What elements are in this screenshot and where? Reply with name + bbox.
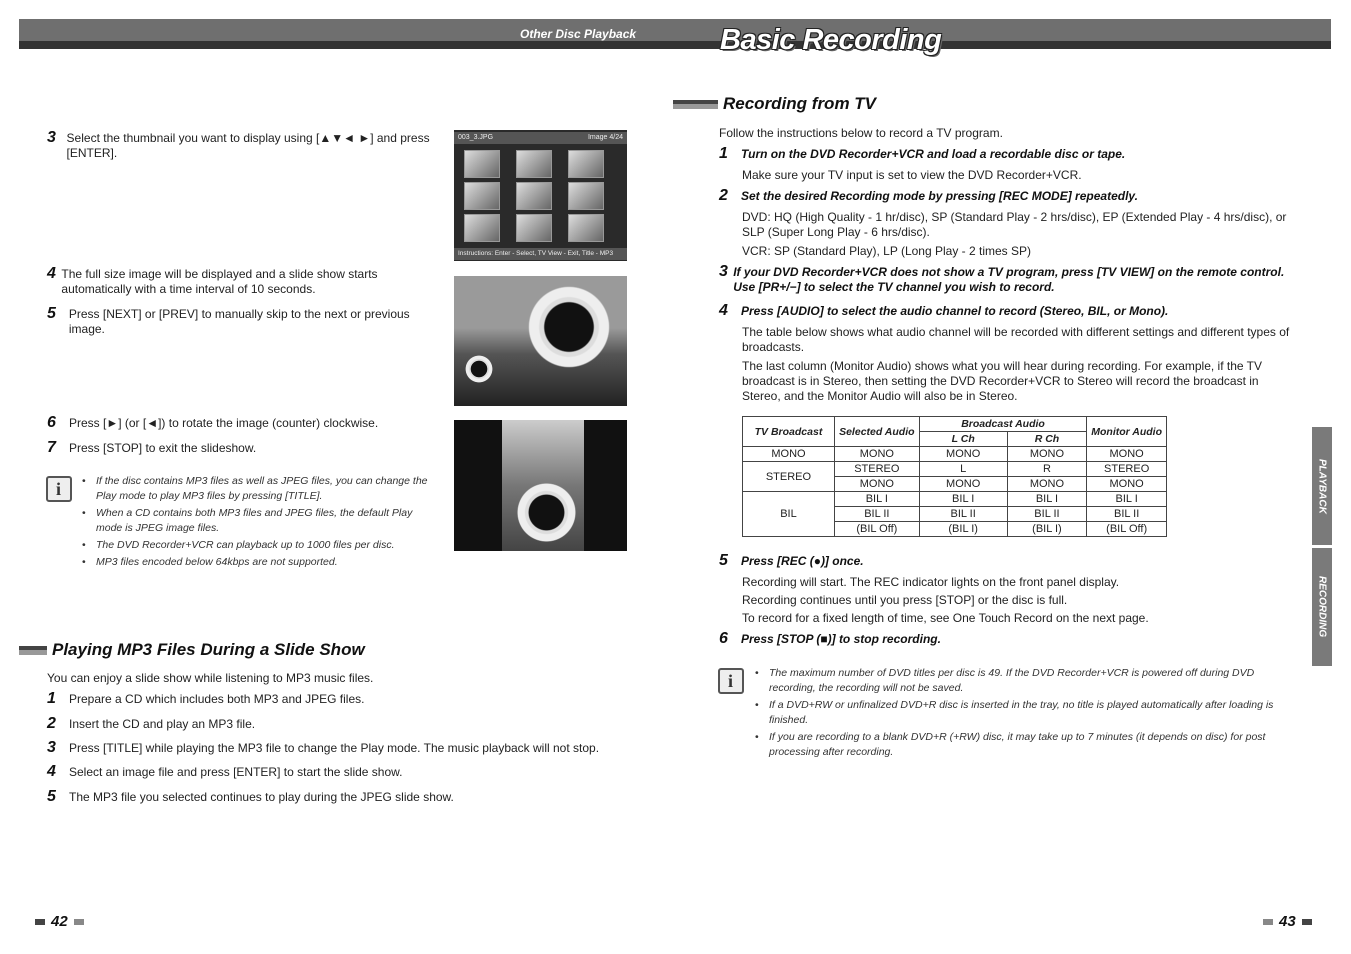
rec-step-2-body-b: VCR: SP (Standard Play), LP (Long Play - 2 times SP): [742, 244, 1032, 258]
table-row: (BIL Off) (BIL I) (BIL I) (BIL Off): [743, 522, 1167, 537]
rec-step-1: 1 Turn on the DVD Recorder+VCR and load a recordable disc or tape.: [719, 145, 1126, 162]
thumb-instructions: Instructions: Enter - Select, TV View - Exit, Title - MP3: [454, 248, 627, 260]
audio-channel-table: TV Broadcast Selected Audio Broadcast Audio Monitor Audio L Ch R Ch MONO MONO MONO MONO MONO STEREO STEREO L R STEREO MONO MONO MONO MONO BIL BIL I BIL I BIL I BIL I BIL II BIL II BIL II BIL II (BIL Off) (BIL I) (BIL I) (BIL Off): [742, 416, 1167, 537]
rec-step-6: 6 Press [STOP (■)] to stop recording.: [719, 630, 941, 647]
page-number-left: 42: [29, 913, 90, 930]
rec-step-2: 2 Set the desired Recording mode by pressing [REC MODE] repeatedly.: [719, 187, 1138, 204]
thumbnail-screen-image: [454, 130, 627, 261]
slideshow-step-7: 7 Press [STOP] to exit the slideshow.: [47, 439, 257, 456]
side-tab-recording: RECORDING: [1312, 548, 1332, 666]
table-row: STEREO STEREO L R STEREO: [743, 462, 1167, 477]
rec-step-4-body-b: The last column (Monitor Audio) shows what you will hear during recording. For example, if the TV broadcast is in Stereo, then setting the DVD Recorder+VCR to Stereo will record the broadcast in Stereo, and the Monitor Audio will also be in Stereo.: [742, 359, 1263, 403]
table-row: MONO MONO MONO MONO MONO: [743, 447, 1167, 462]
mp3-step-2: 2 Insert the CD and play an MP3 file.: [47, 715, 256, 732]
rec-step-4-body-a: The table below shows what audio channel will be recorded with different settings and different types of broadcasts.: [742, 325, 1290, 354]
left-notes: • If the disc contains MP3 files as well as JPEG files, you can change the Play mode to play MP3 files by pressing [TITLE]. • When a CD contains both MP3 files and JPEG files, the default Play mode is JPEG image files. • The DVD Recorder+VCR can playback up to 1000 files per disc. • MP3 files encoded below 64kbps are not supported.: [80, 474, 440, 572]
slideshow-step-3: 3 Select the thumbnail you want to display using [▲▼◄ ►] and press [ENTER].: [47, 129, 430, 160]
note-icon: [46, 476, 72, 502]
rec-step-3: 3 If your DVD Recorder+VCR does not show a TV program, press [TV VIEW] on the remote control. Use [PR+/−] to select the TV channel you wish to record.: [719, 263, 1285, 294]
note-icon: [718, 668, 744, 694]
rec-step-1-body: Make sure your TV input is set to view the DVD Recorder+VCR.: [742, 168, 1082, 182]
mp3-section-title: Playing MP3 Files During a Slide Show: [19, 640, 365, 660]
right-header-title: Basic Recording: [720, 24, 942, 56]
rotated-sunflower-image: [454, 420, 627, 551]
slideshow-step-5: 5 Press [NEXT] or [PREV] to manually skip to the next or previous image.: [47, 305, 410, 336]
mp3-step-4: 4 Select an image file and press [ENTER] to start the slide show.: [47, 763, 403, 780]
right-notes: • The maximum number of DVD titles per disc is 49. If the DVD Recorder+VCR is powered off during DVD recording, the recording will not be saved. • If a DVD+RW or unfinalized DVD+R disc is inserted in the tray, no title is played automatically after loading is finished. • If you are recording to a blank DVD+R (+RW) disc, it may take up to 7 minutes (it depends on disc) for post processing after recording.: [753, 666, 1298, 762]
side-tab-playback: PLAYBACK: [1312, 427, 1332, 545]
sunflower-image: [454, 276, 627, 406]
thumb-file-name: 003_3.JPG: [458, 134, 494, 141]
rec-step-5-body-a: Recording will start. The REC indicator lights on the front panel display.: [742, 575, 1120, 589]
table-row: MONO MONO MONO MONO: [743, 477, 1167, 492]
slideshow-step-4: 4 The full size image will be displayed and a slide show starts automatically with a time interval of 10 seconds.: [47, 265, 378, 296]
thumb-counter: Image 4/24: [587, 134, 623, 141]
recording-intro: Follow the instructions below to record a TV program.: [719, 126, 1003, 140]
left-header-title: Other Disc Playback: [520, 27, 637, 41]
rec-step-5: 5 Press [REC (●)] once.: [719, 552, 864, 569]
mp3-step-5: 5 The MP3 file you selected continues to play during the JPEG slide show.: [47, 788, 454, 805]
mp3-step-3: 3 Press [TITLE] while playing the MP3 file to change the Play mode. The music playback will not stop.: [47, 739, 600, 756]
mp3-step-1: 1 Prepare a CD which includes both MP3 and JPEG files.: [47, 690, 365, 707]
rec-step-5-body-c: To record for a fixed length of time, see One Touch Record on the next page.: [742, 611, 1149, 625]
mp3-intro: You can enjoy a slide show while listening to MP3 music files.: [47, 671, 374, 685]
slideshow-step-6: 6 Press [►] (or [◄]) to rotate the image (counter) clockwise.: [47, 414, 379, 431]
rec-step-5-body-b: Recording continues until you press [STOP] or the disc is full.: [742, 593, 1068, 607]
rec-step-2-body-a: DVD: HQ (High Quality - 1 hr/disc), SP (Standard Play - 2 hrs/disc), EP (Extended Play - 4 hrs/disc), or SLP (Super Long Play - 6 hrs/disc).: [742, 210, 1287, 239]
recording-section-title: Recording from TV: [673, 94, 876, 114]
header-bar: [19, 19, 1331, 49]
table-row: BIL BIL I BIL I BIL I BIL I: [743, 492, 1167, 507]
rec-step-4: 4 Press [AUDIO] to select the audio channel to record (Stereo, BIL, or Mono).: [719, 302, 1169, 319]
page-number-right: 43: [1257, 913, 1318, 930]
table-row: BIL II BIL II BIL II BIL II: [743, 507, 1167, 522]
